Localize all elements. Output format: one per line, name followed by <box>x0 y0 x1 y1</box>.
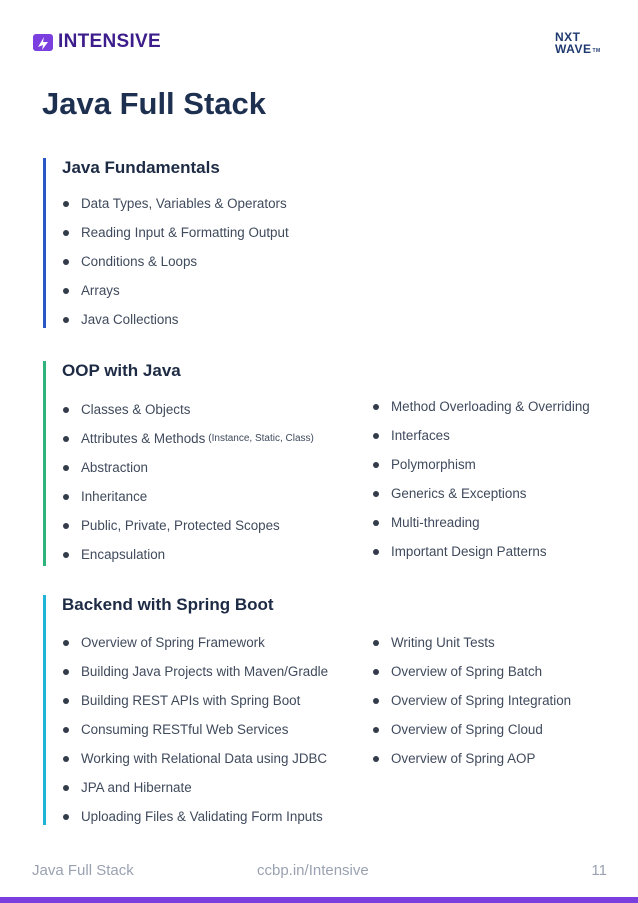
section-accent-bar <box>43 595 46 825</box>
page-title: Java Full Stack <box>42 86 267 121</box>
topic-list-right <box>373 628 571 773</box>
intensive-logo <box>32 31 161 53</box>
trademark-mark: TM <box>592 48 601 54</box>
nxtwave-logo-line1: NXT <box>555 30 581 44</box>
bullet-icon <box>373 462 379 468</box>
list-item: Generics & Exceptions <box>373 479 590 508</box>
list-item: Inheritance <box>63 482 314 511</box>
bullet-icon <box>63 640 69 646</box>
list-item: Overview of Spring Framework <box>63 628 328 657</box>
list-item: Abstraction <box>63 453 314 482</box>
list-item: Important Design Patterns <box>373 537 590 566</box>
bullet-icon <box>373 491 379 497</box>
bullet-icon <box>63 407 69 413</box>
bullet-icon <box>63 201 69 207</box>
list-item: Reading Input & Formatting Output <box>63 218 289 247</box>
bullet-icon <box>373 727 379 733</box>
section-title: OOP with Java <box>62 361 181 380</box>
bullet-icon <box>63 288 69 294</box>
list-item: Uploading Files & Validating Form Inputs <box>63 802 328 831</box>
nxtwave-logo-line2 <box>555 43 607 57</box>
list-item: Data Types, Variables & Operators <box>63 189 289 218</box>
topic-list-right <box>373 392 590 566</box>
bullet-icon <box>373 433 379 439</box>
list-item: Java Collections <box>63 305 289 334</box>
bullet-icon <box>373 404 379 410</box>
bullet-icon <box>63 436 69 442</box>
list-item: Conditions & Loops <box>63 247 289 276</box>
bullet-icon <box>63 230 69 236</box>
list-item: Building REST APIs with Spring Boot <box>63 686 328 715</box>
topic-list-left <box>63 189 289 334</box>
list-item: Classes & Objects <box>63 395 314 424</box>
footer-doc-title: Java Full Stack <box>32 862 134 879</box>
section-title: Backend with Spring Boot <box>62 595 274 614</box>
topic-list-left <box>63 628 328 831</box>
list-item: Overview of Spring AOP <box>373 744 571 773</box>
list-item: Consuming RESTful Web Services <box>63 715 328 744</box>
topic-list-left <box>63 395 314 569</box>
bullet-icon <box>373 698 379 704</box>
bullet-icon <box>373 549 379 555</box>
section-java-fundamentals <box>43 158 613 328</box>
list-item: Building Java Projects with Maven/Gradle <box>63 657 328 686</box>
intensive-logo-icon <box>32 31 54 53</box>
bullet-icon <box>63 669 69 675</box>
bullet-icon <box>63 727 69 733</box>
list-item: Polymorphism <box>373 450 590 479</box>
footer-accent-bar <box>0 897 638 903</box>
list-item: Interfaces <box>373 421 590 450</box>
section-accent-bar <box>43 158 46 328</box>
list-item: Encapsulation <box>63 540 314 569</box>
list-item: Writing Unit Tests <box>373 628 571 657</box>
bullet-icon <box>63 756 69 762</box>
page-number: 11 <box>591 862 607 879</box>
bullet-icon <box>63 259 69 265</box>
list-item: Attributes & Methods (Instance, Static, Class) <box>63 424 314 453</box>
nxtwave-logo-line2-text: WAVE <box>555 42 592 56</box>
bullet-icon <box>63 465 69 471</box>
list-item: Overview of Spring Cloud <box>373 715 571 744</box>
list-item: Arrays <box>63 276 289 305</box>
bullet-icon <box>63 814 69 820</box>
bullet-icon <box>63 785 69 791</box>
bullet-icon <box>63 698 69 704</box>
nxtwave-logo <box>555 31 607 57</box>
bullet-icon <box>63 317 69 323</box>
footer-link[interactable]: ccbp.in/Intensive <box>257 862 369 879</box>
bullet-icon <box>63 494 69 500</box>
brand-name: INTENSIVE <box>58 31 161 52</box>
section-accent-bar <box>43 361 46 566</box>
list-item: JPA and Hibernate <box>63 773 328 802</box>
bullet-icon <box>373 640 379 646</box>
list-item: Method Overloading & Overriding <box>373 392 590 421</box>
list-item-note: (Instance, Static, Class) <box>208 433 314 444</box>
bullet-icon <box>373 756 379 762</box>
bullet-icon <box>63 552 69 558</box>
bullet-icon <box>373 520 379 526</box>
list-item: Working with Relational Data using JDBC <box>63 744 328 773</box>
section-oop-with-java <box>43 361 613 566</box>
section-title: Java Fundamentals <box>62 158 220 177</box>
list-item: Public, Private, Protected Scopes <box>63 511 314 540</box>
bullet-icon <box>63 523 69 529</box>
section-backend-spring-boot <box>43 595 613 825</box>
bullet-icon <box>373 669 379 675</box>
list-item: Overview of Spring Integration <box>373 686 571 715</box>
list-item: Overview of Spring Batch <box>373 657 571 686</box>
list-item: Multi-threading <box>373 508 590 537</box>
